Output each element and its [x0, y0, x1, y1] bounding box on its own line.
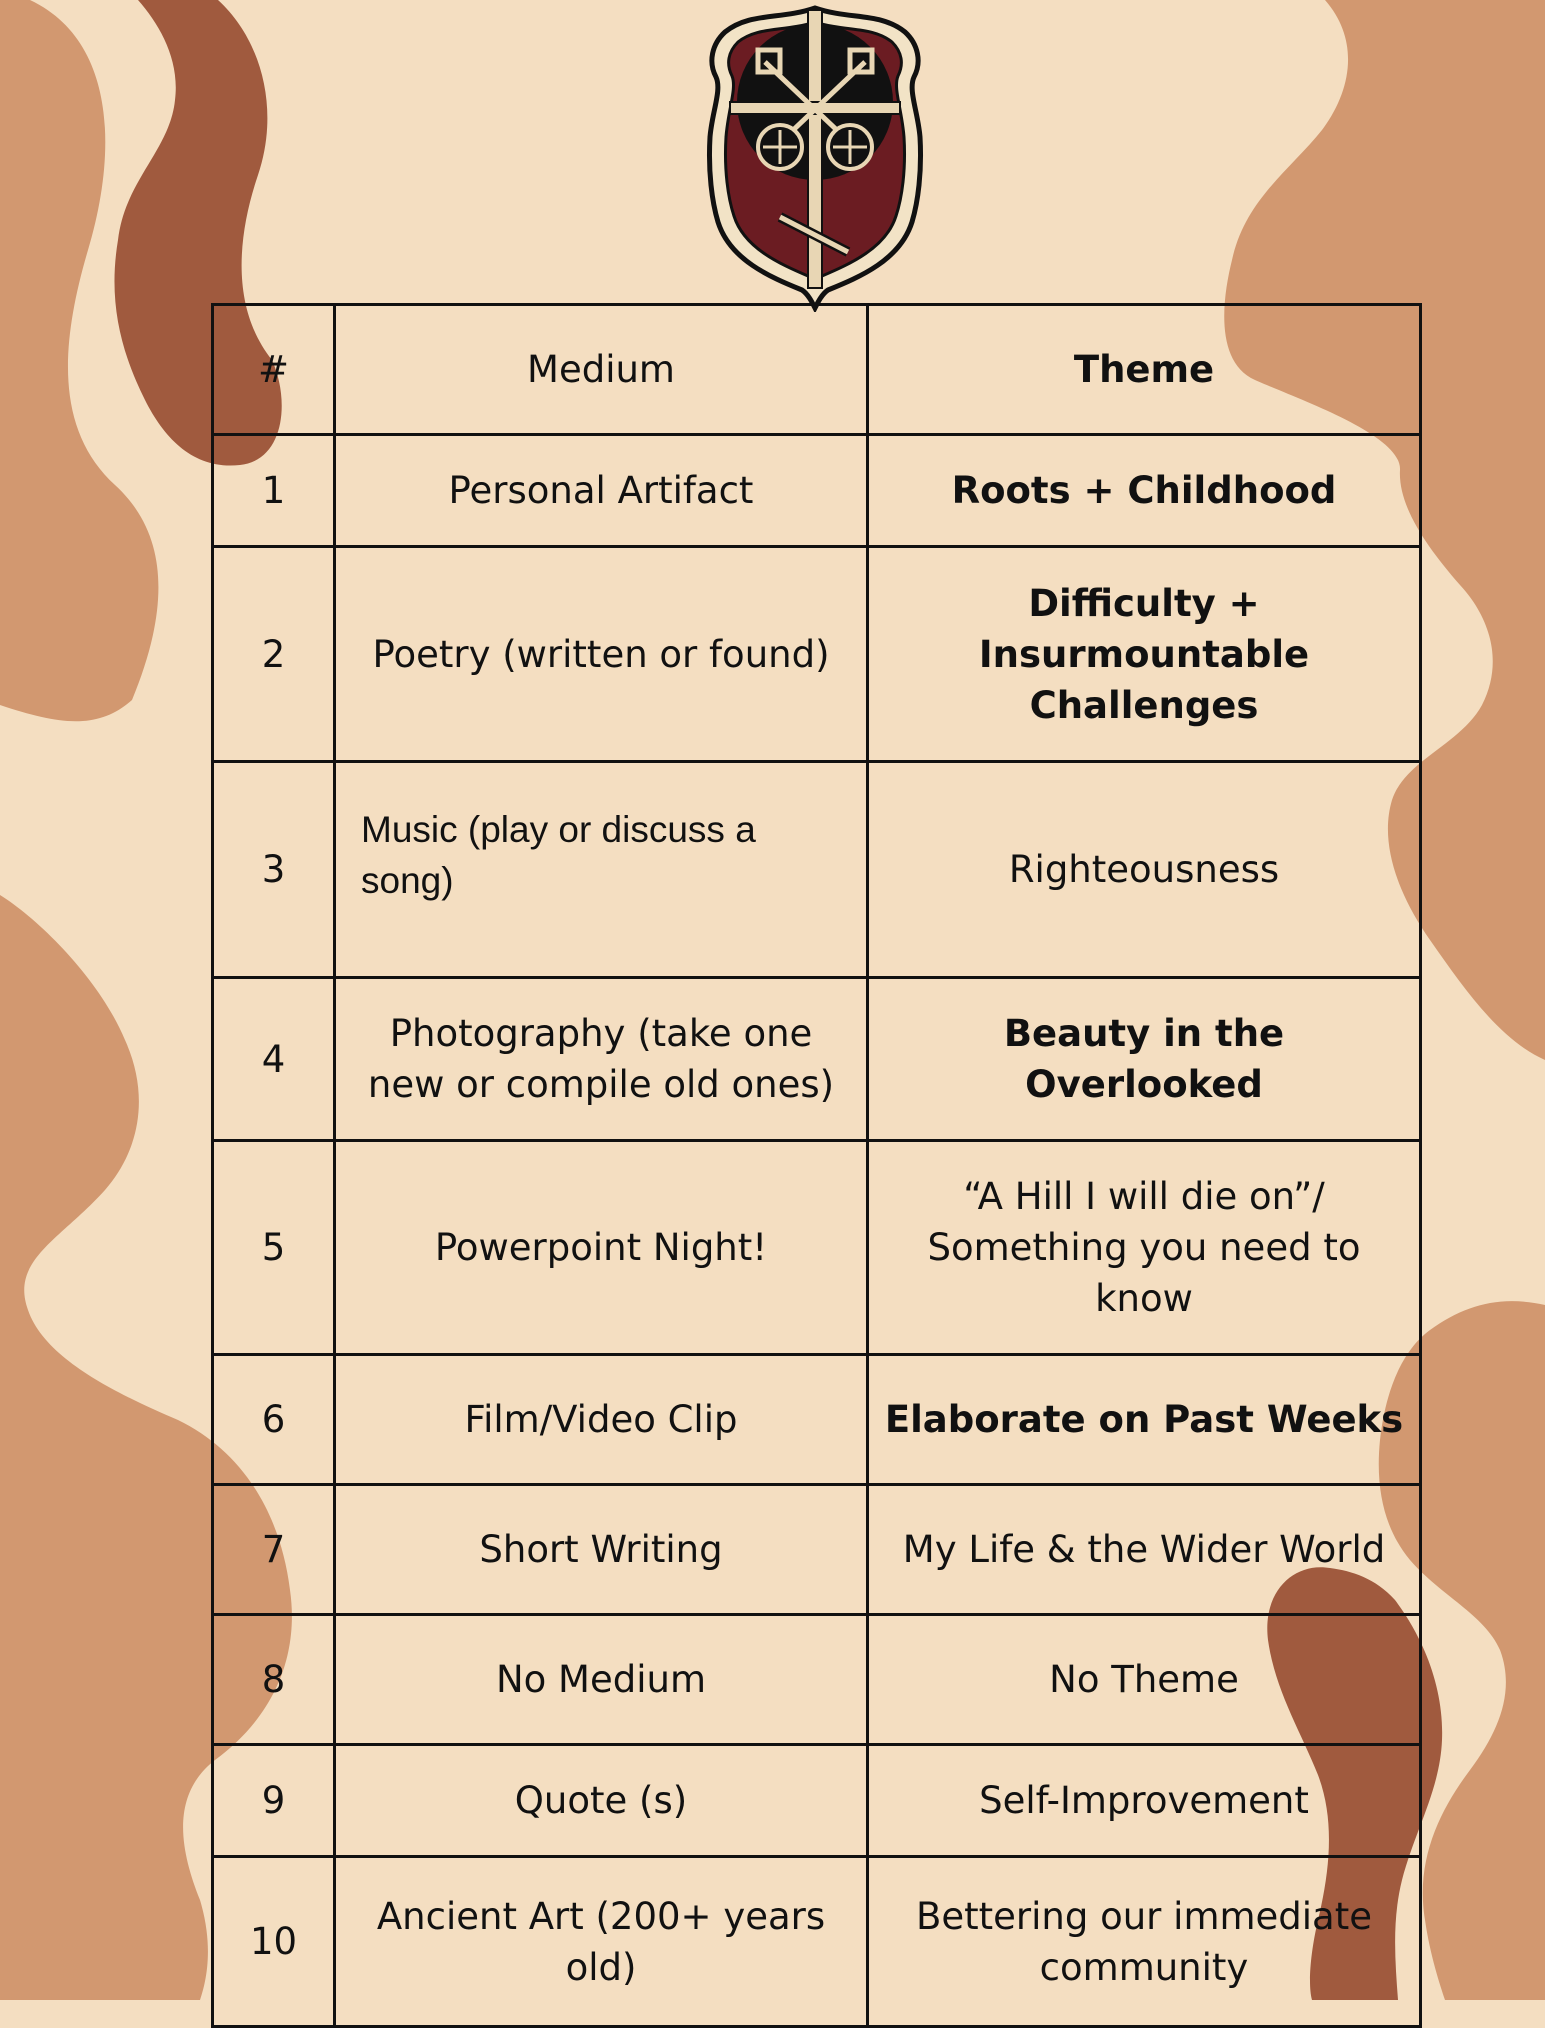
- row-medium: Music (play or discuss a song): [335, 762, 868, 978]
- table-row: [213, 435, 1421, 547]
- row-number: 3: [213, 762, 335, 978]
- row-theme: Difficulty + Insurmountable Challenges: [868, 547, 1421, 762]
- row-medium: Powerpoint Night!: [335, 1141, 868, 1355]
- table-row: [213, 547, 1421, 762]
- row-number: 9: [213, 1745, 335, 1857]
- row-medium: Film/Video Clip: [335, 1355, 868, 1485]
- table-row: [213, 1485, 1421, 1615]
- row-theme: Elaborate on Past Weeks: [868, 1355, 1421, 1485]
- row-number: 8: [213, 1615, 335, 1745]
- row-number: 5: [213, 1141, 335, 1355]
- row-theme: Bettering our immediate community: [868, 1857, 1421, 2027]
- row-number: 7: [213, 1485, 335, 1615]
- row-medium: Short Writing: [335, 1485, 868, 1615]
- row-medium: Personal Artifact: [335, 435, 868, 547]
- row-medium: Photography (take one new or compile old ones): [335, 978, 868, 1141]
- header-theme: Theme: [868, 305, 1421, 435]
- table-row: [213, 1615, 1421, 1745]
- table-row: [213, 1141, 1421, 1355]
- table-header-row: [213, 305, 1421, 435]
- row-theme: Roots + Childhood: [868, 435, 1421, 547]
- shield-crest-with-keys-and-cross-icon: [700, 2, 930, 312]
- row-number: 1: [213, 435, 335, 547]
- row-number: 4: [213, 978, 335, 1141]
- row-number: 2: [213, 547, 335, 762]
- header-medium: Medium: [335, 305, 868, 435]
- row-theme: Righteousness: [868, 762, 1421, 978]
- row-medium: Ancient Art (200+ years old): [335, 1857, 868, 2027]
- row-medium: No Medium: [335, 1615, 868, 1745]
- table-row: [213, 1745, 1421, 1857]
- table-row: [213, 1355, 1421, 1485]
- row-theme: Self-Improvement: [868, 1745, 1421, 1857]
- schedule-table: [211, 303, 1422, 2028]
- table-row: [213, 978, 1421, 1141]
- row-medium: Poetry (written or found): [335, 547, 868, 762]
- header-number: #: [213, 305, 335, 435]
- row-theme: Beauty in the Overlooked: [868, 978, 1421, 1141]
- row-theme: My Life & the Wider World: [868, 1485, 1421, 1615]
- table-row: [213, 1857, 1421, 2027]
- row-number: 6: [213, 1355, 335, 1485]
- row-theme: No Theme: [868, 1615, 1421, 1745]
- table-row: [213, 762, 1421, 978]
- row-theme: “A Hill I will die on”/ Something you need to know: [868, 1141, 1421, 1355]
- row-number: 10: [213, 1857, 335, 2027]
- row-medium: Quote (s): [335, 1745, 868, 1857]
